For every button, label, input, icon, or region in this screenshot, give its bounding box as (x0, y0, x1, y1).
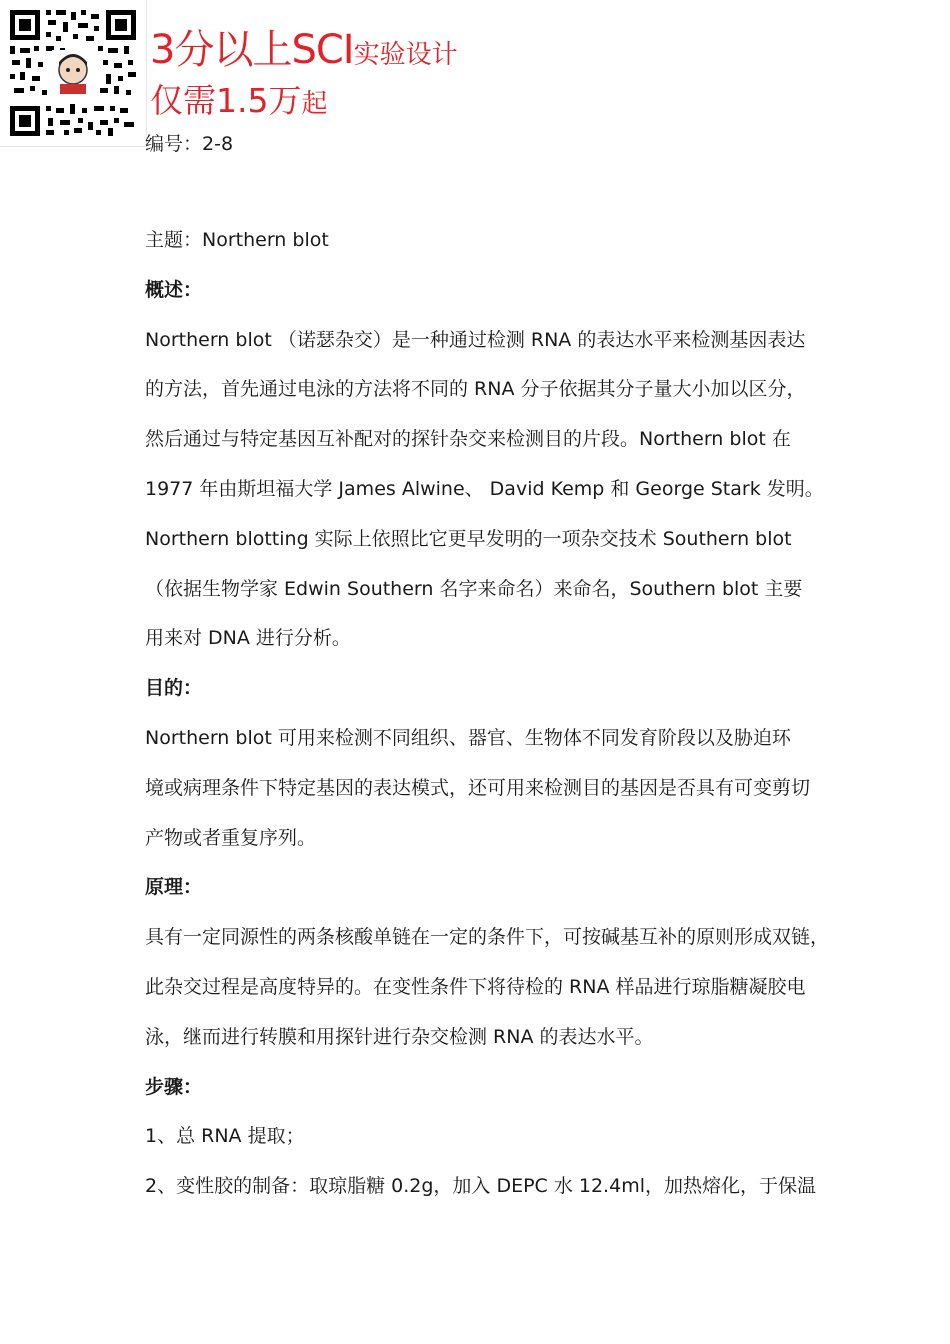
overview-line: 然后通过与特定基因互补配对的探针杂交来检测目的片段。Northern blot 在 (145, 428, 791, 451)
principle-heading: 原理： (145, 876, 203, 899)
topic: 主题：Northern blot (145, 229, 329, 251)
steps-heading: 步骤： (145, 1075, 203, 1098)
step-line: 1、总 RNA 提取； (145, 1125, 305, 1148)
ad-headline-small: 实验设计 (353, 40, 458, 70)
principle-line: 具有一定同源性的两条核酸单链在一定的条件下，可按碱基互补的原则形成双链， (145, 926, 830, 949)
ad-headline-big: 3分以上SCI (150, 27, 354, 73)
purpose-line: Northern blot 可用来检测不同组织、器官、生物体不同发育阶段以及胁迫环 (145, 726, 791, 749)
purpose-line: 境或病理条件下特定基因的表达模式，还可用来检测目的基因是否具有可变剪切 (145, 776, 811, 799)
qr-code[interactable] (0, 0, 147, 147)
document-number: 编号：2-8 (145, 133, 234, 155)
step-line: 2、变性胶的制备：取琼脂糖 0.2g，加入 DEPC 水 12.4ml，加热熔化，于保温 (145, 1175, 816, 1198)
document-body (145, 225, 830, 1221)
ad-price (150, 81, 328, 120)
purpose-heading: 目的： (145, 677, 203, 700)
overview-line: 用来对 DNA 进行分析。 (145, 627, 351, 650)
purpose-line: 产物或者重复序列。 (145, 826, 317, 849)
overview-line: Northern blot （诺瑟杂交）是一种通过检测 RNA 的表达水平来检测基因表达 (145, 328, 806, 351)
ad-headline (150, 27, 458, 73)
principle-line: 泳，继而进行转膜和用探针进行杂交检测 RNA 的表达水平。 (145, 1025, 654, 1048)
principle-line: 此杂交过程是高度特异的。在变性条件下将待检的 RNA 样品进行琼脂糖凝胶电 (145, 975, 806, 998)
overview-line: 的方法，首先通过电泳的方法将不同的 RNA 分子依据其分子量大小加以区分， (145, 378, 806, 401)
ad-price-small: 起 (301, 89, 328, 119)
qr-code-icon (8, 8, 138, 138)
overview-line: Northern blotting 实际上依照比它更早发明的一项杂交技术 Southern blot (145, 527, 792, 550)
overview-line: （依据生物学家 Edwin Southern 名字来命名）来命名，Southern blot 主要 (145, 577, 803, 600)
ad-price-big: 仅需1.5万 (150, 81, 302, 120)
overview-heading: 概述： (145, 278, 203, 301)
overview-line: 1977 年由斯坦福大学 James Alwine、 David Kemp 和 George Stark 发明。 (145, 477, 824, 500)
